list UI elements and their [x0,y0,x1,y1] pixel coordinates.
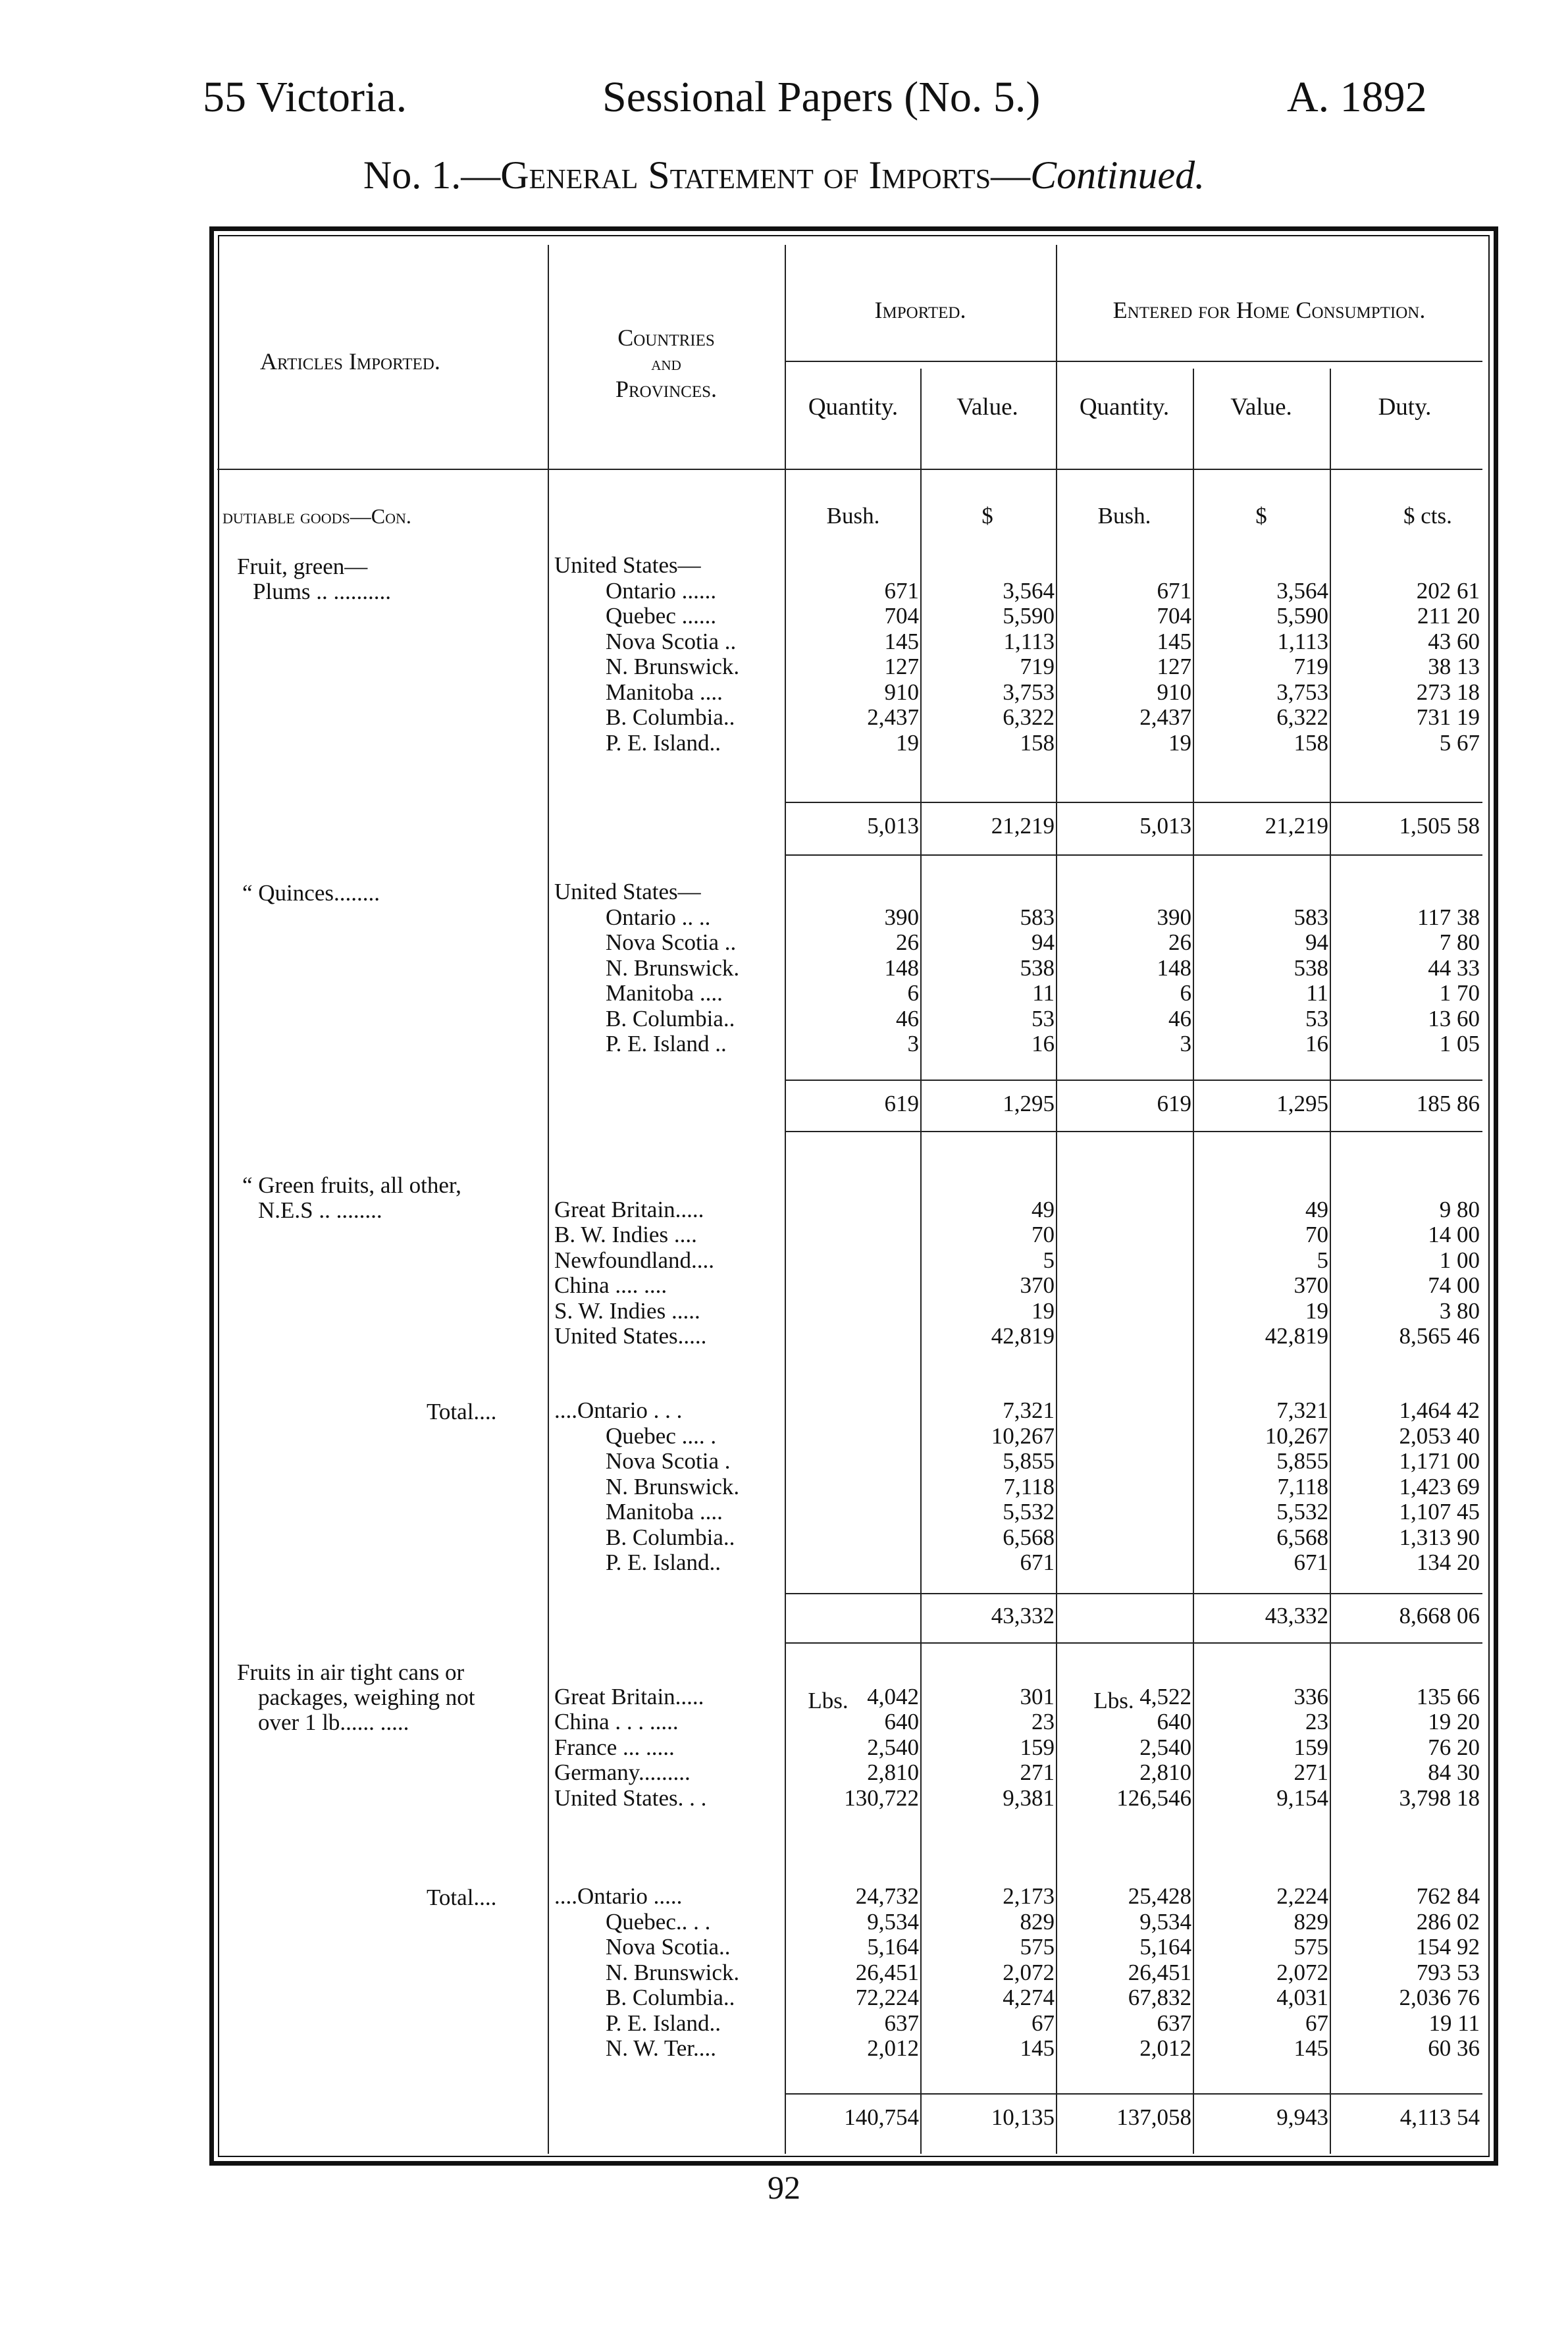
duty-cell: 1,107 45 [1399,1499,1480,1525]
rule-articles [548,245,549,2154]
duty-cell: 1,313 90 [1399,1524,1480,1550]
value-2-cell: 575 [1294,1934,1328,1960]
value-cell: 10,267 [991,1422,1055,1449]
country-cell: Manitoba .... [606,679,723,705]
total-quantity-2-cell: 619 [1157,1091,1191,1116]
total-quantity-2-cell: 5,013 [1139,813,1191,839]
value-cell: 3,753 [1003,679,1055,705]
duty-cell: 117 38 [1417,904,1480,930]
quantity-cell: 671 [884,577,919,604]
unit-duty: $ cts. [1403,503,1452,529]
duty-cell: 1 05 [1439,1031,1480,1056]
total-value-2-cell: 1,295 [1276,1091,1328,1116]
duty-cell: 44 33 [1428,954,1480,981]
value-2-cell: 583 [1294,904,1328,930]
country-cell: Manitoba .... [606,980,723,1006]
value-cell: 6,568 [1003,1524,1055,1550]
country-cell: France ... ..... [554,1734,675,1760]
value-2-cell: 7,321 [1276,1397,1328,1423]
value-2-cell: 16 [1305,1031,1328,1056]
country-cell: Great Britain..... [554,1196,704,1222]
quantity-2-cell: 126,546 [1116,1785,1191,1811]
quantity-cell: 24,732 [855,1883,919,1909]
value-2-cell: 6,322 [1276,704,1328,730]
value-cell: 671 [1020,1550,1055,1575]
rule-header-bottom [217,469,1482,470]
header-articles: Articles Imported. [260,348,440,375]
duty-cell: 13 60 [1428,1005,1480,1031]
article-canned-1: Fruits in air tight cans or [237,1659,465,1685]
value-cell: 70 [1032,1222,1055,1247]
duty-cell: 211 20 [1417,603,1480,629]
country-cell: Nova Scotia . [606,1448,731,1474]
country-cell: S. W. Indies ..... [554,1297,700,1324]
quantity-2-cell: 910 [1157,679,1191,705]
unit-v2: $ [1255,503,1267,529]
value-2-cell: 49 [1305,1196,1328,1222]
country-cell: Ontario ...... [606,577,717,604]
quantity-cell: 2,810 [867,1759,919,1785]
duty-cell: 1,171 00 [1399,1448,1480,1474]
quantity-cell: 3 [907,1031,919,1056]
value-2-cell: 829 [1294,1908,1328,1935]
rule-qty [920,369,922,2154]
header-papers: Sessional Papers (No. 5.) [602,73,1041,121]
value-2-cell: 19 [1305,1297,1328,1324]
quantity-cell: 148 [884,954,919,981]
rule-sum-4 [785,2093,1482,2095]
value-cell: 16 [1032,1031,1055,1056]
duty-cell: 74 00 [1428,1272,1480,1298]
value-cell: 4,274 [1003,1985,1055,2010]
quantity-cell: 9,534 [867,1908,919,1935]
header-countries-2: and [651,353,681,375]
value-2-cell: 671 [1294,1550,1328,1575]
quantity-2-cell: 5,164 [1139,1934,1191,1960]
country-cell: Ontario .. .. [606,904,711,930]
value-cell: 42,819 [991,1323,1055,1349]
value-cell: 49 [1032,1196,1055,1222]
unit-q1: Bush. [826,503,880,529]
duty-cell: 5 67 [1439,729,1480,756]
quantity-2-cell: 704 [1157,603,1191,629]
quantity-cell: 910 [884,679,919,705]
value-cell: 583 [1020,904,1055,930]
rule-value2 [1330,369,1331,2154]
country-cell: N. W. Ter.... [606,2035,717,2061]
quantity-cell: 145 [884,628,919,654]
value-2-cell: 5,532 [1276,1499,1328,1525]
value-cell: 9,381 [1003,1785,1055,1811]
duty-cell: 273 18 [1416,679,1480,705]
quantity-2-cell: 3 [1180,1031,1191,1056]
value-2-cell: 7,118 [1277,1473,1328,1499]
quantity-cell: 26 [896,929,919,955]
header-quantity: Quantity. [808,394,899,421]
value-2-cell: 94 [1305,929,1328,955]
value-2-cell: 719 [1294,654,1328,679]
value-2-cell: 67 [1305,2010,1328,2036]
rule-qty2 [1193,369,1194,2154]
total-duty-cell: 4,113 54 [1399,2104,1480,2130]
country-cell: Manitoba .... [606,1499,723,1525]
country-cell: Nova Scotia .. [606,929,737,955]
total-value-2-cell: 21,219 [1265,813,1328,839]
quantity-2-cell: 671 [1157,577,1191,604]
total-duty-cell: 8,668 06 [1399,1603,1480,1629]
total-value-cell: 1,295 [1003,1091,1055,1116]
value-cell: 5,532 [1003,1499,1055,1525]
quantity-2-cell: 9,534 [1139,1908,1191,1935]
quantity-2-cell: 67,832 [1128,1985,1191,2010]
quantity-2-cell: 25,428 [1128,1883,1191,1909]
value-2-cell: 6,568 [1276,1524,1328,1550]
duty-cell: 1,464 42 [1399,1397,1480,1423]
value-cell: 11 [1032,980,1055,1006]
rule-sum-2b [785,1131,1482,1132]
total-quantity-2-cell: 137,058 [1116,2104,1191,2130]
value-2-cell: 9,154 [1276,1785,1328,1811]
country-cell: N. Brunswick. [606,1473,740,1499]
article-canned-2: packages, weighing not [258,1684,475,1710]
duty-cell: 2,053 40 [1399,1422,1480,1449]
total-quantity-cell: 5,013 [867,813,919,839]
value-cell: 5,855 [1003,1448,1055,1474]
quantity-cell: 127 [884,654,919,679]
country-cell: United States..... [554,1323,707,1349]
header-session: 55 Victoria. [203,73,407,121]
value-cell: 67 [1032,2010,1055,2036]
duty-cell: 76 20 [1428,1734,1480,1760]
value-cell: 719 [1020,654,1055,679]
duty-cell: 9 80 [1439,1196,1480,1222]
value-cell: 159 [1020,1734,1055,1760]
total-value-cell: 43,332 [991,1603,1055,1629]
country-cell: China . . . ..... [554,1709,679,1734]
duty-cell: 134 20 [1416,1550,1480,1575]
duty-cell: 19 20 [1428,1709,1480,1734]
duty-cell: 154 92 [1416,1934,1480,1960]
value-cell: 53 [1032,1005,1055,1031]
total-value-2-cell: 43,332 [1265,1603,1328,1629]
value-cell: 7,118 [1003,1473,1055,1499]
value-cell: 829 [1020,1908,1055,1935]
total-duty-cell: 185 86 [1416,1091,1480,1116]
value-2-cell: 53 [1305,1005,1328,1031]
header-countries-3: Provinces. [615,376,718,402]
value-cell: 19 [1032,1297,1055,1324]
duty-cell: 84 30 [1428,1759,1480,1785]
country-cell: B. Columbia.. [606,704,735,730]
duty-cell: 135 66 [1416,1683,1480,1709]
country-cell: B. W. Indies .... [554,1222,697,1247]
country-cell: Newfoundland.... [554,1247,715,1273]
total-duty-cell: 1,505 58 [1399,813,1480,839]
value-cell: 370 [1020,1272,1055,1298]
rule-sum-3 [785,1593,1482,1594]
value-cell: 538 [1020,954,1055,981]
duty-cell: 38 13 [1428,654,1480,679]
country-cell: Quebec ...... [606,603,717,629]
article-total-green: Total.... [427,1399,497,1424]
quantity-cell: 390 [884,904,919,930]
value-2-cell: 5 [1317,1247,1328,1273]
value-cell: 3,564 [1003,577,1055,604]
value-cell: 301 [1020,1683,1055,1709]
total-value-2-cell: 9,943 [1276,2104,1328,2130]
rule-sum-1 [785,802,1482,803]
country-cell: United States— [554,879,701,904]
duty-cell: 14 00 [1428,1222,1480,1247]
header-quantity-2: Quantity. [1079,394,1170,421]
rule-sum-1b [785,854,1482,856]
header-countries-1: Countries [617,325,715,351]
value-cell: 5 [1043,1247,1055,1273]
value-2-cell: 538 [1294,954,1328,981]
section-label: dutiable goods—Con. [222,504,411,528]
value-2-cell: 159 [1294,1734,1328,1760]
rule-sum-3b [785,1642,1482,1644]
country-cell: N. Brunswick. [606,954,740,981]
value-2-cell: 70 [1305,1222,1328,1247]
quantity-2-cell: 640 [1157,1709,1191,1734]
value-2-cell: 336 [1294,1683,1328,1709]
country-cell: China .... .... [554,1272,667,1298]
duty-cell: 1 00 [1439,1247,1480,1273]
country-cell: B. Columbia.. [606,1524,735,1550]
quantity-cell: 2,437 [867,704,919,730]
rule-countries [785,245,786,2154]
country-cell: ....Ontario . . . [554,1397,683,1423]
value-cell: 6,322 [1003,704,1055,730]
quantity-cell: 46 [896,1005,919,1031]
quantity-cell: 19 [896,729,919,756]
header-year: A. 1892 [1287,73,1427,121]
rule-value [1056,245,1057,2154]
quantity-cell: 637 [884,2010,919,2036]
article-fruit-green: Fruit, green— [237,554,368,579]
article-plums: Plums .. .......... [253,579,392,604]
quantity-2-cell: 148 [1157,954,1191,981]
country-cell: ....Ontario ..... [554,1883,683,1909]
rule-sum-2 [785,1080,1482,1081]
quantity-cell: 72,224 [855,1985,919,2010]
header-value: Value. [956,394,1018,421]
duty-cell: 286 02 [1416,1908,1480,1935]
quantity-2-cell: 2,810 [1139,1759,1191,1785]
value-cell: 7,321 [1003,1397,1055,1423]
country-cell: N. Brunswick. [606,654,740,679]
unit-v1: $ [981,503,993,529]
value-2-cell: 5,855 [1276,1448,1328,1474]
country-cell: B. Columbia.. [606,1005,735,1031]
quantity-2-cell: 46 [1168,1005,1191,1031]
header-value-2: Value. [1230,394,1292,421]
table-title: No. 1.—General Statement of Imports—Continued. [363,153,1205,197]
total-quantity-cell: 619 [884,1091,919,1116]
article-total-canned: Total.... [427,1885,497,1910]
country-cell: P. E. Island.. [606,729,721,756]
header-duty: Duty. [1378,394,1432,421]
duty-cell: 793 53 [1416,1959,1480,1985]
value-2-cell: 271 [1294,1759,1328,1785]
value-2-cell: 11 [1306,980,1328,1006]
country-cell: United States. . . [554,1785,707,1811]
unit-lbs-1: Lbs. [808,1688,849,1713]
value-cell: 575 [1020,1934,1055,1960]
quantity-2-cell: 145 [1157,628,1191,654]
duty-cell: 202 61 [1416,577,1480,604]
value-cell: 23 [1032,1709,1055,1734]
duty-cell: 3,798 18 [1399,1785,1480,1811]
country-cell: N. Brunswick. [606,1959,740,1985]
value-2-cell: 10,267 [1265,1422,1328,1449]
value-cell: 2,072 [1003,1959,1055,1985]
header-entered: Entered for Home Consumption. [1112,297,1426,323]
article-green-fruits: “ Green fruits, all other, [242,1172,461,1198]
quantity-2-cell: 4,522 [1139,1683,1191,1709]
quantity-cell: 2,012 [867,2035,919,2061]
value-cell: 145 [1020,2035,1055,2061]
value-cell: 94 [1032,929,1055,955]
country-cell: Nova Scotia .. [606,628,737,654]
quantity-cell: 130,722 [844,1785,919,1811]
quantity-2-cell: 637 [1157,2010,1191,2036]
quantity-2-cell: 2,437 [1139,704,1191,730]
duty-cell: 1 70 [1439,980,1480,1006]
article-canned-3: over 1 lb...... ..... [258,1709,409,1735]
quantity-cell: 6 [907,980,919,1006]
rule-group-header [785,361,1482,362]
quantity-cell: 704 [884,603,919,629]
value-2-cell: 370 [1294,1272,1328,1298]
duty-cell: 3 80 [1439,1297,1480,1324]
country-cell: Nova Scotia.. [606,1934,731,1960]
country-cell: P. E. Island .. [606,1031,727,1056]
value-2-cell: 145 [1294,2035,1328,2061]
quantity-2-cell: 26,451 [1128,1959,1191,1985]
value-cell: 271 [1020,1759,1055,1785]
duty-cell: 2,036 76 [1399,1985,1480,2010]
total-value-cell: 10,135 [991,2104,1055,2130]
country-cell: Germany......... [554,1759,691,1785]
quantity-2-cell: 19 [1168,729,1191,756]
duty-cell: 8,565 46 [1399,1323,1480,1349]
duty-cell: 19 11 [1428,2010,1480,2036]
value-2-cell: 3,564 [1276,577,1328,604]
duty-cell: 7 80 [1439,929,1480,955]
country-cell: B. Columbia.. [606,1985,735,2010]
value-2-cell: 5,590 [1276,603,1328,629]
value-cell: 5,590 [1003,603,1055,629]
quantity-2-cell: 127 [1157,654,1191,679]
country-cell: P. E. Island.. [606,2010,721,2036]
country-cell: United States— [554,552,701,578]
quantity-2-cell: 390 [1157,904,1191,930]
page-number: 92 [768,2169,800,2206]
article-quinces: “ Quinces........ [242,880,380,906]
quantity-2-cell: 6 [1180,980,1191,1006]
value-cell: 2,173 [1003,1883,1055,1909]
quantity-2-cell: 26 [1168,929,1191,955]
value-cell: 158 [1020,729,1055,756]
total-quantity-cell: 140,754 [844,2104,919,2130]
duty-cell: 43 60 [1428,628,1480,654]
country-cell: Great Britain..... [554,1683,704,1709]
value-2-cell: 4,031 [1276,1985,1328,2010]
duty-cell: 762 84 [1416,1883,1480,1909]
country-cell: Quebec.. . . [606,1908,711,1935]
quantity-cell: 5,164 [867,1934,919,1960]
unit-lbs-2: Lbs. [1093,1688,1134,1713]
country-cell: P. E. Island.. [606,1550,721,1575]
duty-cell: 731 19 [1416,704,1480,730]
value-2-cell: 42,819 [1265,1323,1328,1349]
quantity-cell: 640 [884,1709,919,1734]
total-value-cell: 21,219 [991,813,1055,839]
value-2-cell: 1,113 [1277,628,1328,654]
quantity-2-cell: 2,540 [1139,1734,1191,1760]
article-green-fruits-nes: N.E.S .. ........ [258,1197,382,1223]
value-2-cell: 2,224 [1276,1883,1328,1909]
duty-cell: 1,423 69 [1399,1473,1480,1499]
value-2-cell: 3,753 [1276,679,1328,705]
quantity-cell: 2,540 [867,1734,919,1760]
country-cell: Quebec .... . [606,1422,717,1449]
value-2-cell: 23 [1305,1709,1328,1734]
value-2-cell: 2,072 [1276,1959,1328,1985]
quantity-2-cell: 2,012 [1139,2035,1191,2061]
quantity-cell: 26,451 [855,1959,919,1985]
value-cell: 1,113 [1003,628,1055,654]
value-2-cell: 158 [1294,729,1328,756]
header-imported: Imported. [874,297,966,323]
duty-cell: 60 36 [1428,2035,1480,2061]
quantity-cell: 4,042 [867,1683,919,1709]
unit-q2: Bush. [1097,503,1151,529]
